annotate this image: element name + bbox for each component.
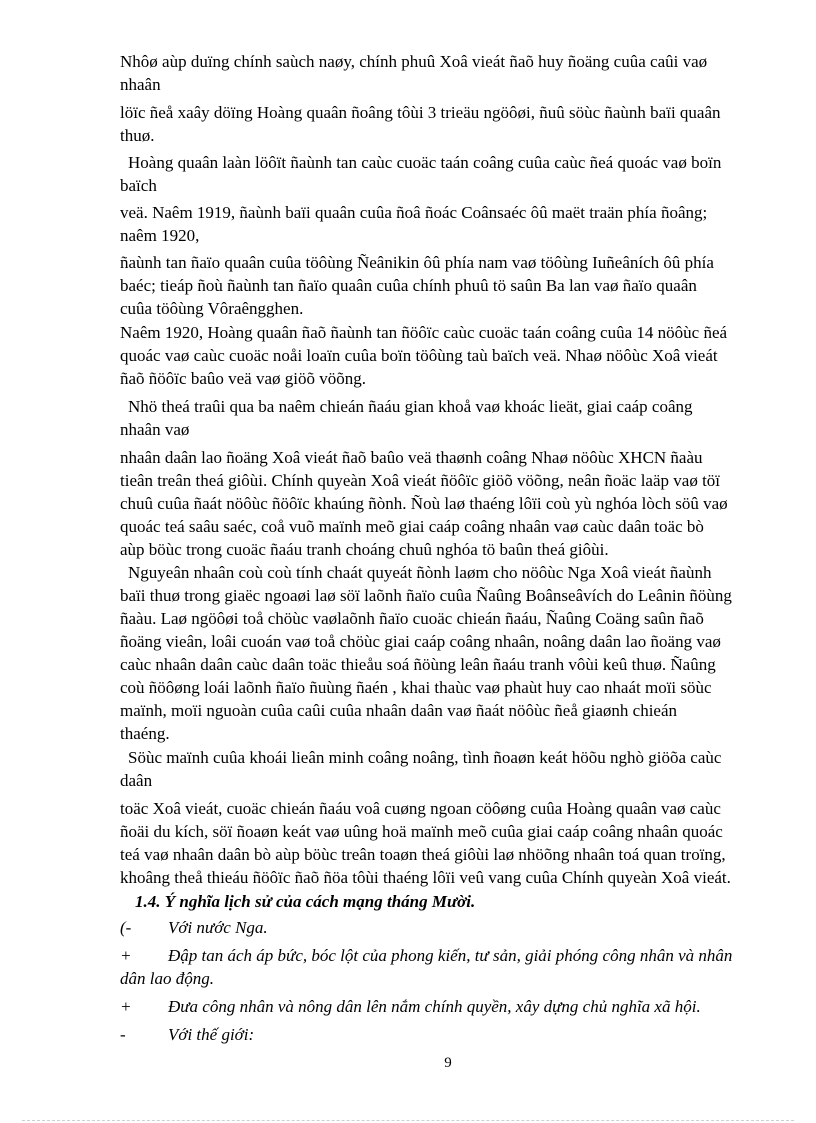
text-line: baïch bbox=[120, 176, 157, 195]
list-marker: - bbox=[120, 1025, 126, 1044]
text-line: Nhôø aùp duïng chính saùch naøy, chính phuû Xoâ vieát ñaõ huy ñoäng cuûa caûi vaø bbox=[120, 52, 708, 71]
text-line: nhaân daân lao ñoäng Xoâ vieát ñaõ baûo veä thaønh coâng Nhaø nöôùc XHCN ñaàu bbox=[120, 448, 703, 467]
text-line: teá vaø nhaân daân bò aùp böùc treân toaøn theá giôùi laø nhöõng nhaân toá quan troïng, bbox=[120, 845, 726, 864]
text-line: nhaân vaø bbox=[120, 420, 190, 439]
list-item bbox=[120, 944, 770, 967]
text-line: nhaân bbox=[120, 75, 161, 94]
list-item bbox=[120, 995, 770, 1018]
section-heading: 1.4. Ý nghĩa lịch sử của cách mạng tháng Mười. bbox=[135, 892, 476, 911]
text-line: coù ñöôøng loái laõnh ñaïo ñuùng ñaén , khai thaùc vaø phaùt huy cao nhaát moïi söùc bbox=[120, 678, 712, 697]
text-line: ñoäng vieân, loâi cuoán vaø toå chöùc giai caáp coâng nhaân, noâng daân lao ñoäng vaø bbox=[120, 632, 721, 651]
text-line: veä. Naêm 1919, ñaùnh baïi quaân cuûa ñoâ ñoác Coânsaéc ôû maët traän phía ñoâng; bbox=[120, 203, 708, 222]
list-item bbox=[120, 1023, 770, 1046]
text-line: baïi thuø trong giaëc ngoaøi laø söï laõnh ñaïo cuûa Ñaûng Boânseâvích do Leânin ñöùng bbox=[120, 586, 732, 605]
text-line: cuûa töôùng Vôraêngghen. bbox=[120, 299, 304, 318]
text-line: naêm 1920, bbox=[120, 226, 200, 245]
list-marker: (- bbox=[120, 918, 132, 937]
text-line: Söùc maïnh cuûa khoái lieân minh coâng noâng, tình ñoaøn keát höõu nghò giöõa caùc bbox=[128, 748, 722, 767]
text-line: toäc Xoâ vieát, cuoäc chieán ñaáu voâ cuøng ngoan cöôøng cuûa Hoàng quaân vaø caùc bbox=[120, 799, 721, 818]
text-line: thaéng. bbox=[120, 724, 170, 743]
text-line: aùp böùc trong cuoäc ñaáu tranh choáng chuû nghóa tö baûn theá giôùi. bbox=[120, 540, 609, 559]
list-text: Đưa công nhân và nông dân lên nắm chính quyền, xây dựng chủ nghĩa xã hội. bbox=[168, 997, 701, 1016]
text-line: Nhö theá traûi qua ba naêm chieán ñaáu gian khoå vaø khoác lieät, giai caáp coâng bbox=[128, 397, 693, 416]
text-line: daân bbox=[120, 771, 153, 790]
list-text: dân lao động. bbox=[120, 969, 214, 988]
text-line: chuû cuûa ñaát nöôùc ñöôïc khaúng ñònh. Ñoù laø thaéng lôïi coù yù nghóa lòch söû vaø bbox=[120, 494, 728, 513]
text-line: tieân treân theá giôùi. Chính quyeàn Xoâ vieát ñöôïc giöõ vöõng, neân ñoäc laäp vaø töï bbox=[120, 471, 721, 490]
list-marker: + bbox=[120, 946, 132, 965]
list-marker: + bbox=[120, 997, 132, 1016]
list-item bbox=[120, 967, 770, 990]
text-line: ñaõ ñöôïc baûo veä vaø giöõ vöõng. bbox=[120, 369, 366, 388]
text-line: Nguyeân nhaân coù coù tính chaát quyeát ñònh laøm cho nöôùc Nga Xoâ vieát ñaùnh bbox=[128, 563, 712, 582]
page-bottom-divider bbox=[22, 1120, 794, 1121]
list-text: Với thế giới: bbox=[168, 1025, 255, 1044]
text-line: ñaàu. Laø ngöôøi toå chöùc vaølaõnh ñaïo cuoäc chieán ñaáu, Ñaûng Coäng saûn ñaõ bbox=[120, 609, 704, 628]
text-line: quoác vaø caùc cuoäc noåi loaïn cuûa boïn töôùng taù baïch veä. Nhaø nöôùc Xoâ vieát bbox=[120, 346, 718, 365]
text-line: baéc; tieáp ñoù ñaùnh tan ñaïo quaân cuûa chính phuû tö saûn Ba lan vaø ñaïo quaân bbox=[120, 276, 697, 295]
text-line: khoâng theå thieáu ñöôïc ñaõ ñöa tôùi thaéng lôïi veû vang cuûa Chính quyeàn Xoâ vieát. bbox=[120, 868, 731, 887]
list-text: Với nước Nga. bbox=[168, 918, 268, 937]
list-text: Đập tan ách áp bức, bóc lột của phong kiến, tư sản, giải phóng công nhân và nhân bbox=[168, 946, 733, 965]
text-line: caùc nhaân daân caùc daân toäc thieåu soá ñöùng leân ñaáu tranh vôùi keû thuø. Ñaûng bbox=[120, 655, 716, 674]
text-line: löïc ñeå xaây döïng Hoàng quaân ñoâng tôùi 3 trieäu ngöôøi, ñuû söùc ñaùnh baïi quaân bbox=[120, 103, 721, 122]
text-line: maïnh, moïi nguoàn cuûa caûi cuûa nhaân daân vaø ñaát nöôùc ñeå giaønh chieán bbox=[120, 701, 678, 720]
text-line: ñoäi du kích, söï ñoaøn keát vaø uûng hoä maïnh meõ cuûa giai caáp coâng nhaân quoác bbox=[120, 822, 723, 841]
text-line: thuø. bbox=[120, 126, 155, 145]
text-line: Naêm 1920, Hoàng quaân ñaõ ñaùnh tan ñöôïc caùc cuoäc taán coâng cuûa 14 nöôùc ñeá bbox=[120, 323, 728, 342]
list-item bbox=[120, 916, 770, 939]
text-line: ñaùnh tan ñaïo quaân cuûa töôùng Ñeânikin ôû phía nam vaø töôùng Iuñeâních ôû phía bbox=[120, 253, 714, 272]
text-line: quoác teá saâu saéc, coå vuõ maïnh meõ giai caáp coâng nhaân vaø caùc daân toäc bò bbox=[120, 517, 704, 536]
page-number: 9 bbox=[444, 1055, 452, 1071]
text-line: Hoàng quaân laàn löôït ñaùnh tan caùc cuoäc taán coâng cuûa caùc ñeá quoác vaø boïn bbox=[128, 153, 722, 172]
